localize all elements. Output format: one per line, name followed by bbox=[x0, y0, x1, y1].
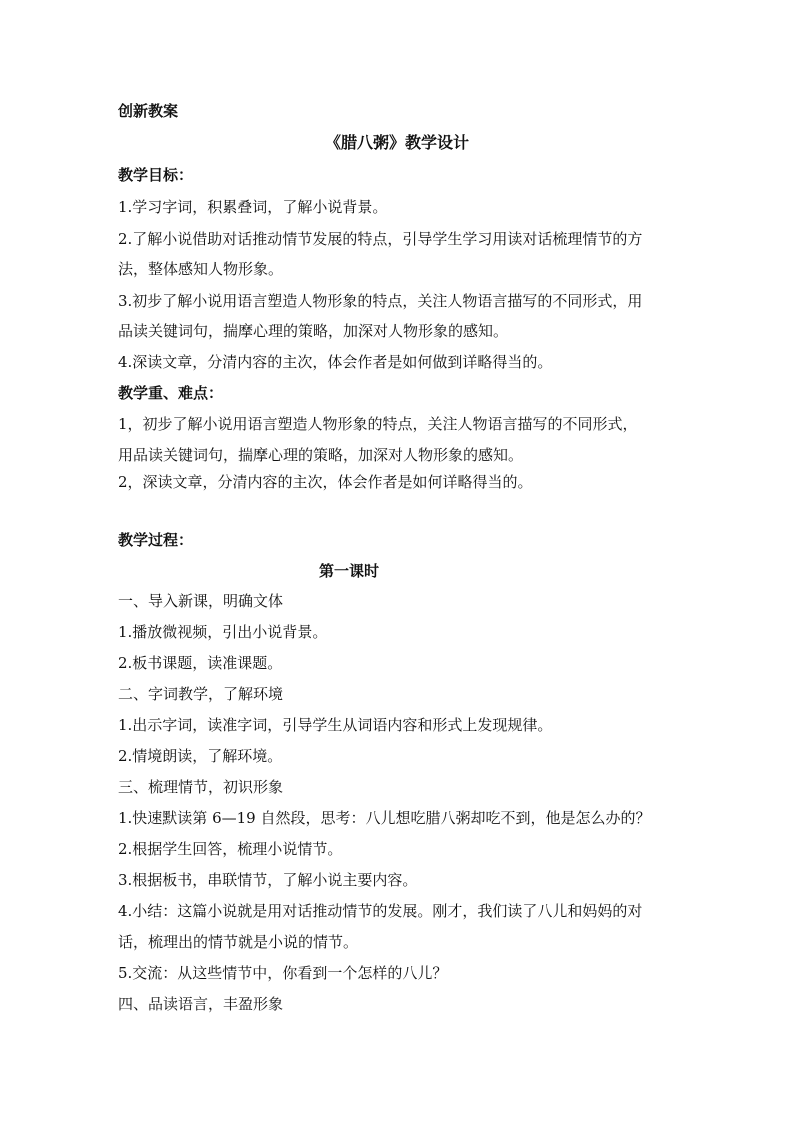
process-line: 二、字词教学，了解环境 bbox=[118, 685, 284, 703]
goal-line: 1.学习字词，积累叠词，了解小说背景。 bbox=[118, 198, 388, 216]
goal-line: 4.深读文章，分清内容的主次，体会作者是如何做到详略得当的。 bbox=[118, 353, 553, 371]
goals-heading: 教学目标： bbox=[118, 166, 194, 184]
key-heading: 教学重、难点： bbox=[118, 384, 224, 402]
process-line: 2.根据学生回答，梳理小说情节。 bbox=[118, 840, 343, 858]
process-line: 3.根据板书，串联情节，了解小说主要内容。 bbox=[118, 871, 418, 889]
process-line: 三、梳理情节，初识形象 bbox=[118, 778, 284, 796]
process-line: 1.快速默读第 6—19 自然段，思考：八儿想吃腊八粥却吃不到，他是怎么办的？ bbox=[118, 809, 651, 827]
process-line: 四、品读语言，丰盈形象 bbox=[118, 995, 284, 1013]
lesson-title: 第一课时 bbox=[318, 562, 379, 580]
doc-header: 创新教案 bbox=[118, 102, 179, 120]
doc-title: 《腊八粥》教学设计 bbox=[324, 133, 469, 152]
process-line: 5.交流：从这些情节中，你看到一个怎样的八儿？ bbox=[118, 964, 448, 982]
key-line: 1，初步了解小说用语言塑造人物形象的特点，关注人物语言描写的不同形式， bbox=[118, 415, 638, 433]
process-line: 1.出示字词，读准字词，引导学生从词语内容和形式上发现规律。 bbox=[118, 716, 553, 734]
process-heading: 教学过程： bbox=[118, 531, 194, 549]
goal-line: 2.了解小说借助对话推动情节发展的特点，引导学生学习用读对话梳理情节的方 bbox=[118, 230, 643, 248]
process-line: 2.情境朗读，了解环境。 bbox=[118, 747, 283, 765]
process-line: 2.板书课题，读准课题。 bbox=[118, 654, 283, 672]
process-line: 1.播放微视频，引出小说背景。 bbox=[118, 623, 328, 641]
key-line: 2，深读文章，分清内容的主次，体会作者是如何详略得当的。 bbox=[118, 473, 533, 491]
key-line: 用品读关键词句，揣摩心理的策略，加深对人物形象的感知。 bbox=[118, 446, 524, 464]
process-line: 话，梳理出的情节就是小说的情节。 bbox=[118, 933, 359, 951]
process-line: 4.小结：这篇小说就是用对话推动情节的发展。刚才，我们读了八儿和妈妈的对 bbox=[118, 902, 643, 920]
goal-line: 3.初步了解小说用语言塑造人物形象的特点，关注人物语言描写的不同形式，用 bbox=[118, 292, 643, 310]
goal-line: 法，整体感知人物形象。 bbox=[118, 260, 284, 278]
goal-line: 品读关键词句，揣摩心理的策略，加深对人物形象的感知。 bbox=[118, 322, 509, 340]
process-line: 一、导入新课，明确文体 bbox=[118, 592, 284, 610]
